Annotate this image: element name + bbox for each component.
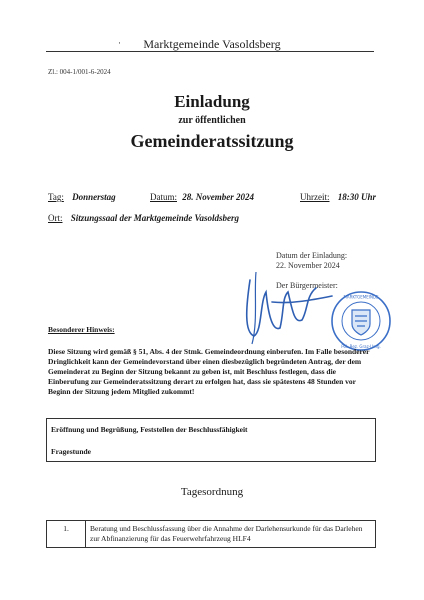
time-value: 18:30 Uhr [337,192,377,202]
agenda-row [47,521,376,548]
location-value: Sitzungssaal der Marktgemeinde Vasoldsberg [70,213,240,223]
title-subtitle: zur öffentlichen [178,115,246,126]
signer-label: Der Bürgermeister: [276,281,338,290]
date-row [150,192,254,202]
svg-text:MARKTGEMEINDE: MARKTGEMEINDE [343,294,379,300]
header-dot: · [118,38,121,48]
date-value: 28. November 2024 [182,192,254,202]
municipality-header: Marktgemeinde Vasoldsberg [143,37,281,51]
location-row [48,213,239,223]
location-label: Ort: [48,213,63,223]
notice-text: Diese Sitzung wird gemäß § 51, Abs. 4 der Stmk. Gemeindeordnung einberufen. Im Falle besonderer Dringlichkeit kann der Gemeindevorstand über einen diesbezüglich begründeten Antrag, der dem Gemeinderat zu Beginn der Sitzung bekannt zu geben ist, mit Beschluss festlegen, dass die Einberufung zur Gemeinderatssitzung derart zu erfolgen hat, dass sie spätestens 48 Stunden vor Beginn der Sitzung jedem Mitglied zukommt! [48,347,370,396]
agenda-heading: Tagesordnung [180,486,244,498]
date-label: Datum: [150,192,177,202]
title-main: Gemeinderatssitzung [130,131,294,151]
official-stamp [330,290,392,352]
opening-item-2: Fragestunde [51,447,91,456]
day-label: Tag: [48,192,64,202]
opening-box [46,418,376,462]
day-row [48,192,116,202]
agenda-item-number: 1. [47,521,86,548]
invitation-date-label: Datum der Einladung: [276,251,348,260]
notice-heading: Besonderer Hinweis: [48,325,115,334]
time-row [300,192,376,202]
title-einladung: Einladung [174,92,250,111]
agenda-item-text: Beratung und Beschlussfassung über die Annahme der Darlehensurkunde für das Darlehen zur Abfinanzierung für das Feuerwehrfahrzeug HLF4 [86,521,376,548]
reference-number: Zl.: 004-1/001-6-2024 [48,68,111,76]
agenda-table [46,520,376,548]
header-rule [46,51,374,52]
day-value: Donnerstag [72,192,116,202]
invitation-date-value: 22. November 2024 [276,261,340,270]
svg-text:Pol. Bez. Graz-Umg.: Pol. Bez. Graz-Umg. [341,344,381,349]
time-label: Uhrzeit: [300,192,330,202]
opening-item-1: Eröffnung und Begrüßung, Feststellen der Beschlussfähigkeit [51,425,248,434]
